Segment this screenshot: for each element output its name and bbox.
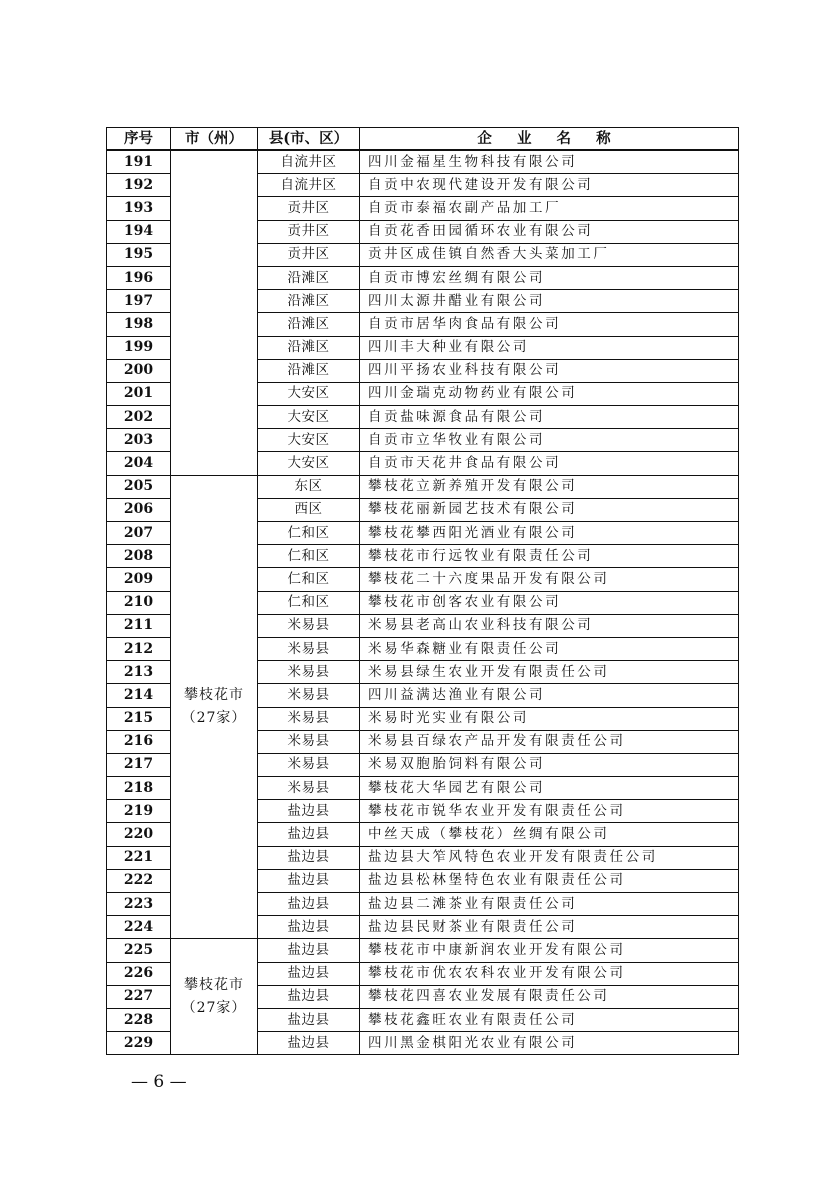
enterprise-name-cell: 自贡盐味源食品有限公司 [360,406,739,429]
enterprise-name-cell: 攀枝花市创客农业有限公司 [360,591,739,614]
seq-cell: 198 [107,313,171,336]
seq-cell: 204 [107,452,171,475]
enterprise-name-cell: 米易县百绿农产品开发有限责任公司 [360,730,739,753]
county-cell: 盐边县 [258,985,360,1008]
county-cell: 自流井区 [258,174,360,197]
enterprise-name-cell: 四川丰大种业有限公司 [360,336,739,359]
county-cell: 米易县 [258,777,360,800]
county-cell: 米易县 [258,753,360,776]
county-cell: 盐边县 [258,800,360,823]
county-cell: 米易县 [258,614,360,637]
seq-cell: 225 [107,939,171,962]
seq-cell: 197 [107,290,171,313]
seq-cell: 219 [107,800,171,823]
enterprise-name-cell: 攀枝花市中康新润农业开发有限公司 [360,939,739,962]
city-cell [171,150,258,475]
seq-cell: 201 [107,382,171,405]
county-cell: 盐边县 [258,1008,360,1031]
city-cell: 攀枝花市（27家） [171,939,258,1055]
enterprise-name-cell: 贡井区成佳镇自然香大头菜加工厂 [360,243,739,266]
table-row [107,939,739,962]
enterprise-name-cell: 自贡花香田园循环农业有限公司 [360,220,739,243]
county-cell: 贡井区 [258,197,360,220]
seq-cell: 200 [107,359,171,382]
enterprise-name-cell: 自贡市居华肉食品有限公司 [360,313,739,336]
enterprise-name-cell: 攀枝花鑫旺农业有限责任公司 [360,1008,739,1031]
seq-cell: 194 [107,220,171,243]
enterprise-name-cell: 自贡市博宏丝绸有限公司 [360,266,739,289]
county-cell: 米易县 [258,707,360,730]
county-cell: 盐边县 [258,916,360,939]
enterprise-name-cell: 米易华森糖业有限责任公司 [360,637,739,660]
seq-cell: 224 [107,916,171,939]
seq-cell: 202 [107,406,171,429]
seq-cell: 211 [107,614,171,637]
seq-cell: 213 [107,661,171,684]
enterprise-name-cell: 盐边县二滩茶业有限责任公司 [360,893,739,916]
enterprise-name-cell: 自贡市立华牧业有限公司 [360,429,739,452]
enterprise-name-cell: 攀枝花立新养殖开发有限公司 [360,475,739,498]
seq-cell: 217 [107,753,171,776]
county-cell: 米易县 [258,730,360,753]
seq-cell: 199 [107,336,171,359]
county-cell: 沿滩区 [258,336,360,359]
seq-cell: 208 [107,545,171,568]
seq-cell: 203 [107,429,171,452]
seq-cell: 226 [107,962,171,985]
table-header-row [107,128,739,151]
seq-cell: 195 [107,243,171,266]
enterprise-name-cell: 盐边县民财茶业有限责任公司 [360,916,739,939]
enterprise-name-cell: 米易县老高山农业科技有限公司 [360,614,739,637]
county-cell: 盐边县 [258,962,360,985]
table-row [107,150,739,174]
enterprise-name-cell: 攀枝花四喜农业发展有限责任公司 [360,985,739,1008]
county-cell: 米易县 [258,684,360,707]
seq-cell: 223 [107,893,171,916]
enterprise-name-cell: 攀枝花市行远牧业有限责任公司 [360,545,739,568]
county-cell: 仁和区 [258,545,360,568]
enterprise-name-cell: 盐边县松林堡特色农业有限责任公司 [360,869,739,892]
header-city: 市（州） [171,128,258,151]
county-cell: 盐边县 [258,869,360,892]
seq-cell: 196 [107,266,171,289]
enterprise-name-cell: 米易双胞胎饲料有限公司 [360,753,739,776]
seq-cell: 209 [107,568,171,591]
enterprise-table [106,127,739,1055]
seq-cell: 228 [107,1008,171,1031]
seq-cell: 205 [107,475,171,498]
seq-cell: 227 [107,985,171,1008]
enterprise-name-cell: 攀枝花二十六度果品开发有限公司 [360,568,739,591]
table-row [107,475,739,498]
county-cell: 沿滩区 [258,290,360,313]
seq-cell: 220 [107,823,171,846]
county-cell: 大安区 [258,429,360,452]
county-cell: 沿滩区 [258,266,360,289]
header-seq: 序号 [107,128,171,151]
seq-cell: 214 [107,684,171,707]
seq-cell: 191 [107,150,171,174]
enterprise-name-cell: 盐边县大笮风特色农业开发有限责任公司 [360,846,739,869]
seq-cell: 229 [107,1032,171,1055]
seq-cell: 216 [107,730,171,753]
county-cell: 大安区 [258,406,360,429]
county-cell: 大安区 [258,452,360,475]
enterprise-name-cell: 四川太源井醋业有限公司 [360,290,739,313]
county-cell: 东区 [258,475,360,498]
county-cell: 盐边县 [258,823,360,846]
seq-cell: 206 [107,498,171,521]
enterprise-name-cell: 中丝天成（攀枝花）丝绸有限公司 [360,823,739,846]
enterprise-name-cell: 攀枝花大华园艺有限公司 [360,777,739,800]
seq-cell: 221 [107,846,171,869]
seq-cell: 207 [107,522,171,545]
enterprise-name-cell: 攀枝花市优农农科农业开发有限公司 [360,962,739,985]
seq-cell: 215 [107,707,171,730]
enterprise-name-cell: 四川金福星生物科技有限公司 [360,150,739,174]
seq-cell: 210 [107,591,171,614]
table-body [107,150,739,1055]
county-cell: 米易县 [258,637,360,660]
seq-cell: 193 [107,197,171,220]
county-cell: 贡井区 [258,220,360,243]
enterprise-name-cell: 米易县绿生农业开发有限责任公司 [360,661,739,684]
county-cell: 沿滩区 [258,359,360,382]
seq-cell: 218 [107,777,171,800]
county-cell: 盐边县 [258,893,360,916]
seq-cell: 212 [107,637,171,660]
county-cell: 盐边县 [258,939,360,962]
enterprise-name-cell: 米易时光实业有限公司 [360,707,739,730]
county-cell: 仁和区 [258,591,360,614]
county-cell: 仁和区 [258,522,360,545]
enterprise-name-cell: 四川黑金棋阳光农业有限公司 [360,1032,739,1055]
enterprise-name-cell: 攀枝花丽新园艺技术有限公司 [360,498,739,521]
county-cell: 盐边县 [258,846,360,869]
city-cell: 攀枝花市（27家） [171,475,258,939]
enterprise-name-cell: 攀枝花市锐华农业开发有限责任公司 [360,800,739,823]
page-number: — 6 — [131,1072,187,1092]
county-cell: 米易县 [258,661,360,684]
seq-cell: 222 [107,869,171,892]
county-cell: 大安区 [258,382,360,405]
county-cell: 仁和区 [258,568,360,591]
county-cell: 西区 [258,498,360,521]
county-cell: 贡井区 [258,243,360,266]
county-cell: 沿滩区 [258,313,360,336]
county-cell: 自流井区 [258,150,360,174]
header-enterprise-name: 企 业 名 称 [360,128,739,151]
enterprise-name-cell: 自贡市天花井食品有限公司 [360,452,739,475]
enterprise-name-cell: 四川金瑞克动物药业有限公司 [360,382,739,405]
seq-cell: 192 [107,174,171,197]
enterprise-name-cell: 自贡中农现代建设开发有限公司 [360,174,739,197]
county-cell: 盐边县 [258,1032,360,1055]
enterprise-name-cell: 四川平扬农业科技有限公司 [360,359,739,382]
enterprise-name-cell: 攀枝花攀西阳光酒业有限公司 [360,522,739,545]
enterprise-name-cell: 自贡市泰福农副产品加工厂 [360,197,739,220]
header-county: 县(市、区） [258,128,360,151]
enterprise-name-cell: 四川益满达渔业有限公司 [360,684,739,707]
